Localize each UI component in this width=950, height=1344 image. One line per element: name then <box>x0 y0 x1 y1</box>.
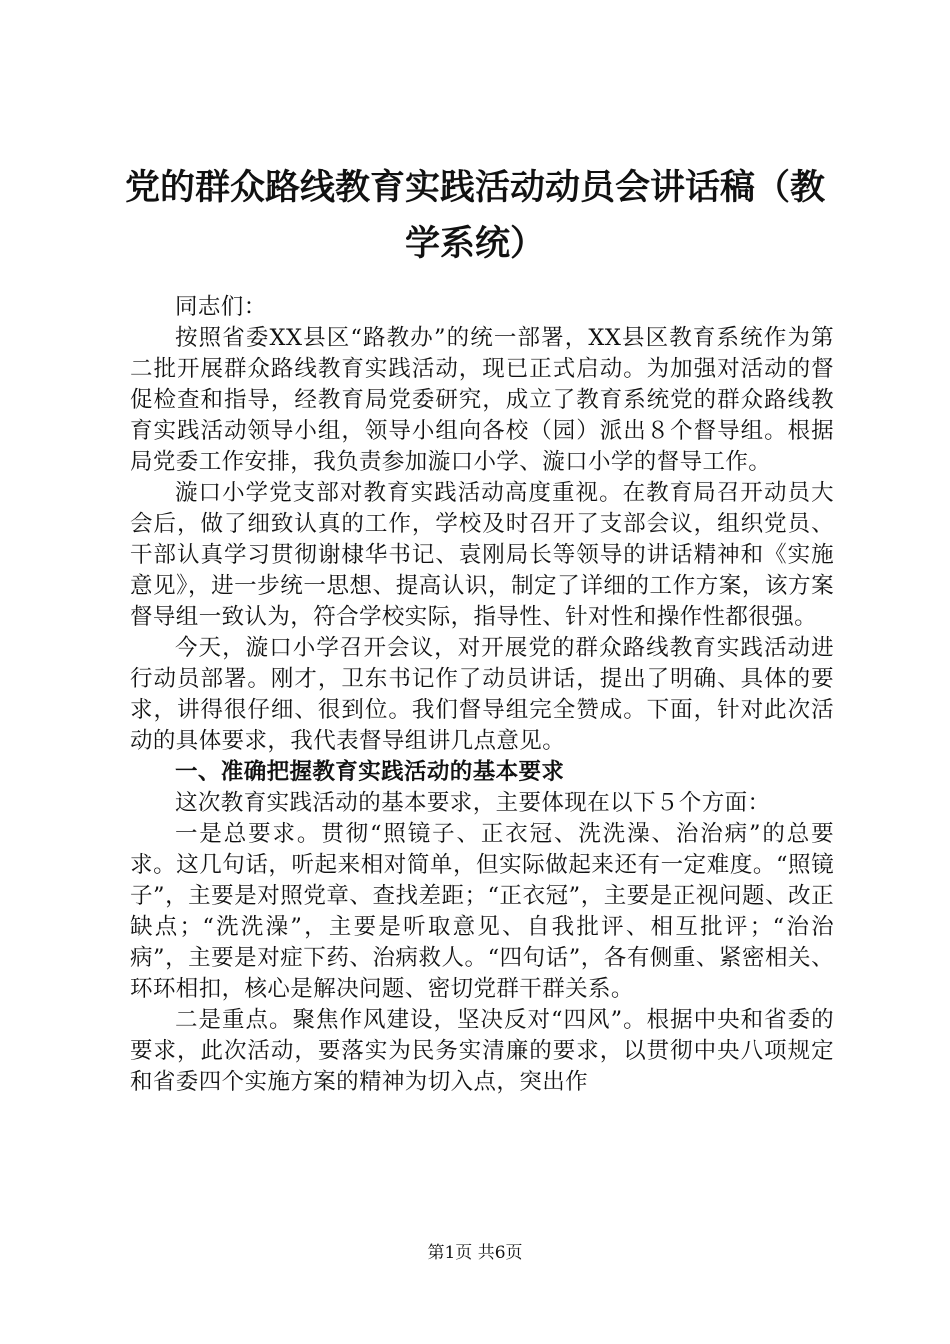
document-body <box>130 292 834 1098</box>
section-heading: 一、准确把握教育实践活动的基本要求 <box>175 759 565 785</box>
document-title: 党的群众路线教育实践活动动员会讲话稿（教学系统） <box>124 167 825 264</box>
body-paragraph: 二是重点。聚焦作风建设，坚决反对“四风”。根据中央和省委的要求，此次活动，要落实为民务实清廉的要求，以贯彻中央八项规定和省委四个实施方案的精神为切入点，突出作 <box>130 1007 834 1095</box>
salutation: 同志们： <box>175 294 267 320</box>
body-paragraph: 漩口小学党支部对教育实践活动高度重视。在教育局召开动员大会后，做了细致认真的工作，学校及时召开了支部会议，组织党员、干部认真学习贯彻谢棣华书记、袁刚局长等领导的讲话精神和《实施意见》，进一步统一思想、提高认识，制定了详细的工作方案，该方案督导组一致认为，符合学校实际，指导性、针对性和操作性都很强。 <box>130 480 834 630</box>
body-paragraph: 一是总要求。贯彻“照镜子、正衣冠、洗洗澡、治治病”的总要求。这几句话，听起来相对简单，但实际做起来还有一定难度。“照镜子”，主要是对照党章、查找差距；“正衣冠”，主要是正视问题、改正缺点；“洗洗澡”，主要是听取意见、自我批评、相互批评；“治治病”，主要是对症下药、治病救人。“四句话”，各有侧重、紧密相关、环环相扣，核心是解决问题、密切党群干群关系。 <box>130 821 834 1002</box>
body-paragraph: 今天，漩口小学召开会议，对开展党的群众路线教育实践活动进行动员部署。刚才，卫东书记作了动员讲话，提出了明确、具体的要求，讲得很仔细、很到位。我们督导组完全赞成。下面，针对此次活动的具体要求，我代表督导组讲几点意见。 <box>130 635 834 754</box>
body-paragraph: 按照省委XX县区“路教办”的统一部署，XX县区教育系统作为第二批开展群众路线教育实践活动，现已正式启动。为加强对活动的督促检查和指导，经教育局党委研究，成立了教育系统党的群众路线教育实践活动领导小组，领导小组向各校（园）派出８个督导组。根据局党委工作安排，我负责参加漩口小学、漩口小学的督导工作。 <box>130 325 834 475</box>
page-footer: 第1页 共6页 <box>427 1243 523 1263</box>
body-paragraph: 这次教育实践活动的基本要求，主要体现在以下５个方面： <box>175 790 771 816</box>
